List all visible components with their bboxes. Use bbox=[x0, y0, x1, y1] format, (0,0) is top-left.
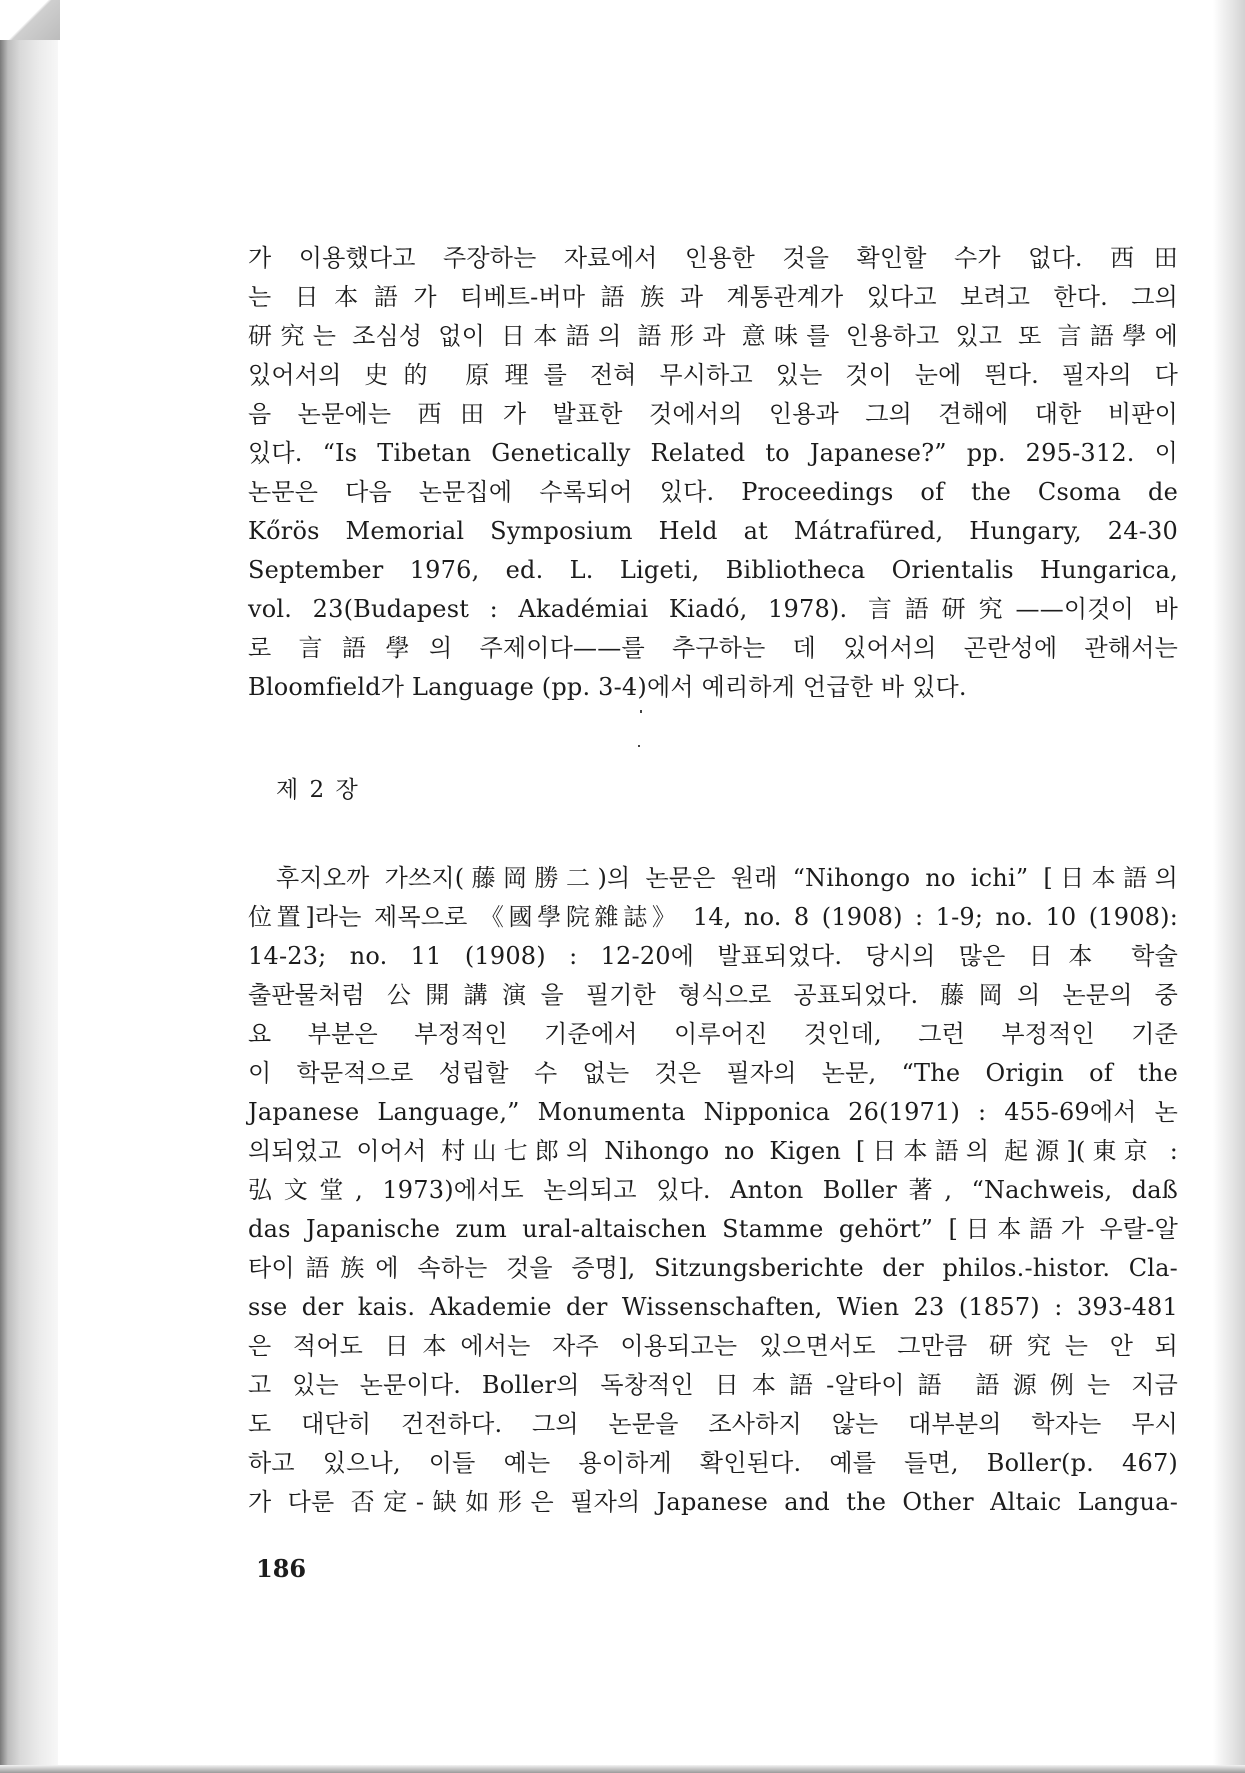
text-line: 음 논문에는 西田가 발표한 것에서의 인용과 그의 견해에 대한 비판이 bbox=[248, 400, 1178, 428]
page-corner-fold bbox=[0, 0, 60, 40]
note-continued-paragraph bbox=[248, 239, 1178, 707]
text-line: 14-23; no. 11 (1908) : 12-20에 발표되었다. 당시의 많은 日本 학술 bbox=[248, 942, 1178, 970]
text-line: 있어서의 史的 原理를 전혀 무시하고 있는 것이 눈에 띈다. 필자의 다 bbox=[248, 361, 1178, 389]
ink-speck bbox=[640, 710, 642, 713]
text-line: Kőrös Memorial Symposium Held at Mátrafüred, Hungary, 24-30 bbox=[248, 517, 1178, 545]
text-line: 는 日本語가 티베트-버마語族과 계통관계가 있다고 보려고 한다. 그의 bbox=[248, 283, 1178, 311]
text-line: 가 이용했다고 주장하는 자료에서 인용한 것을 확인할 수가 없다. 西田 bbox=[248, 244, 1178, 272]
text-line: 논문은 다음 논문집에 수록되어 있다. Proceedings of the Csoma de bbox=[248, 478, 1178, 506]
book-bottom-edge bbox=[0, 1765, 1245, 1773]
chapter-heading: 제 2 장 bbox=[276, 777, 360, 803]
text-line: das Japanische zum ural-altaischen Stamme gehört” [日本語가 우랄-알 bbox=[248, 1215, 1178, 1243]
text-line: September 1976, ed. L. Ligeti, Bibliotheca Orientalis Hungarica, bbox=[248, 556, 1178, 584]
page-number: 186 bbox=[256, 1554, 307, 1583]
text-line: vol. 23(Budapest : Akadémiai Kiadó, 1978). 言語研究——이것이 바 bbox=[248, 595, 1178, 623]
book-page bbox=[58, 0, 1213, 1765]
text-line: Bloomfield가 Language (pp. 3-4)에서 예리하게 언급한 바 있다. bbox=[248, 673, 967, 701]
text-line: 타이語族에 속하는 것을 증명], Sitzungsberichte der philos.-histor. Cla- bbox=[248, 1254, 1178, 1282]
ink-speck bbox=[638, 745, 640, 747]
text-line: 도 대단히 건전하다. 그의 논문을 조사하지 않는 대부분의 학자는 무시 bbox=[248, 1410, 1178, 1438]
text-line: 弘文堂, 1973)에서도 논의되고 있다. Anton Boller著, “Nachweis, daß bbox=[248, 1176, 1178, 1204]
book-right-edge bbox=[1213, 0, 1245, 1773]
text-line: 가 다룬 否定-缺如形은 필자의 Japanese and the Other Altaic Langua- bbox=[248, 1488, 1178, 1516]
text-line: 후지오까 가쓰지(藤岡勝二)의 논문은 원래 “Nihongo no ichi” [日本語의 bbox=[276, 864, 1178, 892]
text-line: 의되었고 이어서 村山七郎의 Nihongo no Kigen [日本語의 起源](東京 : bbox=[248, 1137, 1178, 1165]
text-line: 이 학문적으로 성립할 수 없는 것은 필자의 논문, “The Origin of the bbox=[248, 1059, 1178, 1087]
text-line: 요 부분은 부정적인 기준에서 이루어진 것인데, 그런 부정적인 기준 bbox=[248, 1020, 1178, 1048]
text-line: 研究는 조심성 없이 日本語의 語形과 意味를 인용하고 있고 또 言語學에 bbox=[248, 322, 1178, 350]
text-line: sse der kais. Akademie der Wissenschaften, Wien 23 (1857) : 393-481 bbox=[248, 1293, 1178, 1321]
text-line: 출판물처럼 公開講演을 필기한 형식으로 공표되었다. 藤岡의 논문의 중 bbox=[248, 981, 1178, 1009]
note-2-paragraph bbox=[248, 859, 1178, 1522]
book-spine-shadow bbox=[0, 0, 58, 1773]
text-line: 하고 있으나, 이들 예는 용이하게 확인된다. 예를 들면, Boller(p. 467) bbox=[248, 1449, 1178, 1477]
text-line: 은 적어도 日本에서는 자주 이용되고는 있으면서도 그만큼 研究는 안 되 bbox=[248, 1332, 1178, 1360]
text-line: 고 있는 논문이다. Boller의 독창적인 日本語-알타이語 語源例는 지금 bbox=[248, 1371, 1178, 1399]
text-line: 位置]라는 제목으로 《國學院雜誌》 14, no. 8 (1908) : 1-9; no. 10 (1908): bbox=[248, 903, 1178, 931]
text-line: 로 言語學의 주제이다——를 추구하는 데 있어서의 곤란성에 관해서는 bbox=[248, 634, 1178, 662]
text-line: 있다. “Is Tibetan Genetically Related to Japanese?” pp. 295-312. 이 bbox=[248, 439, 1178, 467]
text-line: Japanese Language,” Monumenta Nipponica 26(1971) : 455-69에서 논 bbox=[248, 1098, 1178, 1126]
